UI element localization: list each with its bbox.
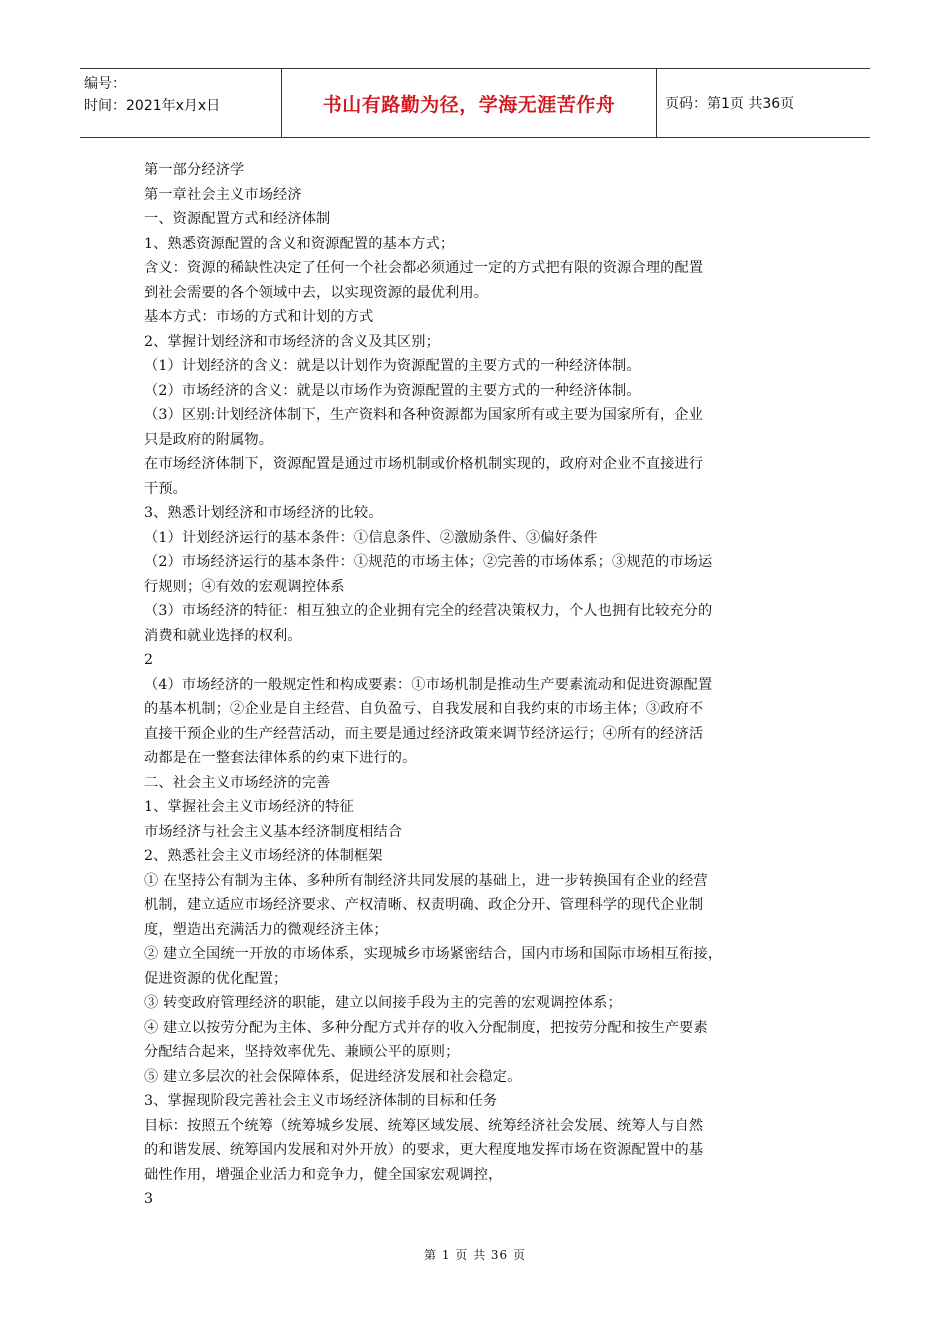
document-body — [144, 158, 812, 1212]
header-page-info: 页码：第1页 共36页 — [665, 96, 795, 112]
body-line: 到社会需要的各个领域中去，以实现资源的最优利用。 — [144, 284, 489, 301]
body-line: 基本方式：市场的方式和计划的方式 — [144, 309, 374, 325]
body-line: ③ 转变政府管理经济的职能，建立以间接手段为主的完善的宏观调控体系； — [144, 995, 622, 1011]
header-motto: 书山有路勤为径，学海无涯苦作舟 — [282, 69, 657, 137]
body-line: 第一章社会主义市场经济 — [144, 186, 302, 203]
body-line: （1）计划经济运行的基本条件：①信息条件、②激励条件、③偏好条件 — [144, 529, 598, 546]
body-line: 干预。 — [144, 480, 188, 497]
body-line: 度，塑造出充满活力的微观经济主体； — [144, 921, 388, 938]
body-line: 础性作用，增强企业活力和竞争力，健全国家宏观调控， — [144, 1166, 503, 1183]
body-line: ① 在坚持公有制为主体、多种所有制经济共同发展的基础上，进一步转换国有企业的经营 — [144, 872, 708, 889]
body-line: （4）市场经济的一般规定性和构成要素：①市场机制是推动生产要素流动和促进资源配置 — [144, 676, 713, 693]
page-header — [80, 68, 870, 138]
body-line: （1）计划经济的含义：就是以计划作为资源配置的主要方式的一种经济体制。 — [144, 358, 641, 374]
body-line: （3）市场经济的特征：相互独立的企业拥有完全的经营决策权力，个人也拥有比较充分的 — [144, 603, 713, 619]
page-footer: 第 1 页 共 36 页 — [424, 1248, 526, 1262]
body-line: 消费和就业选择的权利。 — [144, 627, 302, 644]
body-line: 1、熟悉资源配置的含义和资源配置的基本方式； — [144, 235, 455, 252]
body-line: 的和谐发展、统筹国内发展和对外开放）的要求，更大程度地发挥市场在资源配置中的基 — [144, 1142, 704, 1158]
body-line: 动都是在一整套法律体系的约束下进行的。 — [144, 750, 417, 766]
body-line: 的基本机制；②企业是自主经营、自负盈亏、自我发展和自我约束的市场主体；③政府不 — [144, 701, 704, 717]
body-line: 1、掌握社会主义市场经济的特征 — [144, 799, 354, 815]
body-line: 3 — [144, 1191, 154, 1207]
body-line: 一、资源配置方式和经济体制 — [144, 211, 331, 227]
body-line: ② 建立全国统一开放的市场体系，实现城乡市场紧密结合，国内市场和国际市场相互衔接， — [144, 946, 723, 962]
body-line: 第一部分经济学 — [144, 162, 245, 178]
body-line: 2、熟悉社会主义市场经济的体制框架 — [144, 848, 383, 864]
body-line: 促进资源的优化配置； — [144, 970, 288, 987]
body-line: 2、掌握计划经济和市场经济的含义及其区别； — [144, 333, 440, 350]
document-date: 时间：2021年x月x日 — [84, 98, 221, 114]
body-line: 3、熟悉计划经济和市场经济的比较。 — [144, 505, 383, 521]
body-line: 市场经济与社会主义基本经济制度相结合 — [144, 823, 403, 840]
body-line: 二、社会主义市场经济的完善 — [144, 774, 331, 791]
body-line: 3、掌握现阶段完善社会主义市场经济体制的目标和任务 — [144, 1093, 498, 1109]
body-line: 行规则；④有效的宏观调控体系 — [144, 578, 345, 595]
body-line: 在市场经济体制下，资源配置是通过市场机制或价格机制实现的，政府对企业不直接进行 — [144, 456, 704, 472]
body-line: 含义：资源的稀缺性决定了任何一个社会都必须通过一定的方式把有限的资源合理的配置 — [144, 260, 704, 276]
body-line: 分配结合起来，坚持效率优先、兼顾公平的原则； — [144, 1044, 460, 1060]
body-line: ④ 建立以按劳分配为主体、多种分配方式并存的收入分配制度，把按劳分配和按生产要素 — [144, 1019, 708, 1036]
body-line: 目标：按照五个统筹（统筹城乡发展、统筹区域发展、统筹经济社会发展、统筹人与自然 — [144, 1117, 704, 1134]
body-line: 直接干预企业的生产经营活动，而主要是通过经济政策来调节经济运行；④所有的经济活 — [144, 725, 704, 742]
body-line: 只是政府的附属物。 — [144, 431, 274, 448]
header-meta — [80, 69, 282, 137]
body-line: （2）市场经济的含义：就是以市场作为资源配置的主要方式的一种经济体制。 — [144, 382, 641, 399]
body-line: 机制，建立适应市场经济要求、产权清晰、权责明确、政企分开、管理科学的现代企业制 — [144, 897, 704, 913]
document-code-label: 编号： — [84, 76, 126, 92]
body-line: （3）区别:计划经济体制下，生产资料和各种资源都为国家所有或主要为国家所有，企业 — [144, 407, 703, 423]
body-line: 2 — [144, 652, 154, 668]
body-line: （2）市场经济运行的基本条件：①规范的市场主体；②完善的市场体系；③规范的市场运 — [144, 554, 713, 570]
body-line: ⑤ 建立多层次的社会保障体系，促进经济发展和社会稳定。 — [144, 1068, 522, 1085]
